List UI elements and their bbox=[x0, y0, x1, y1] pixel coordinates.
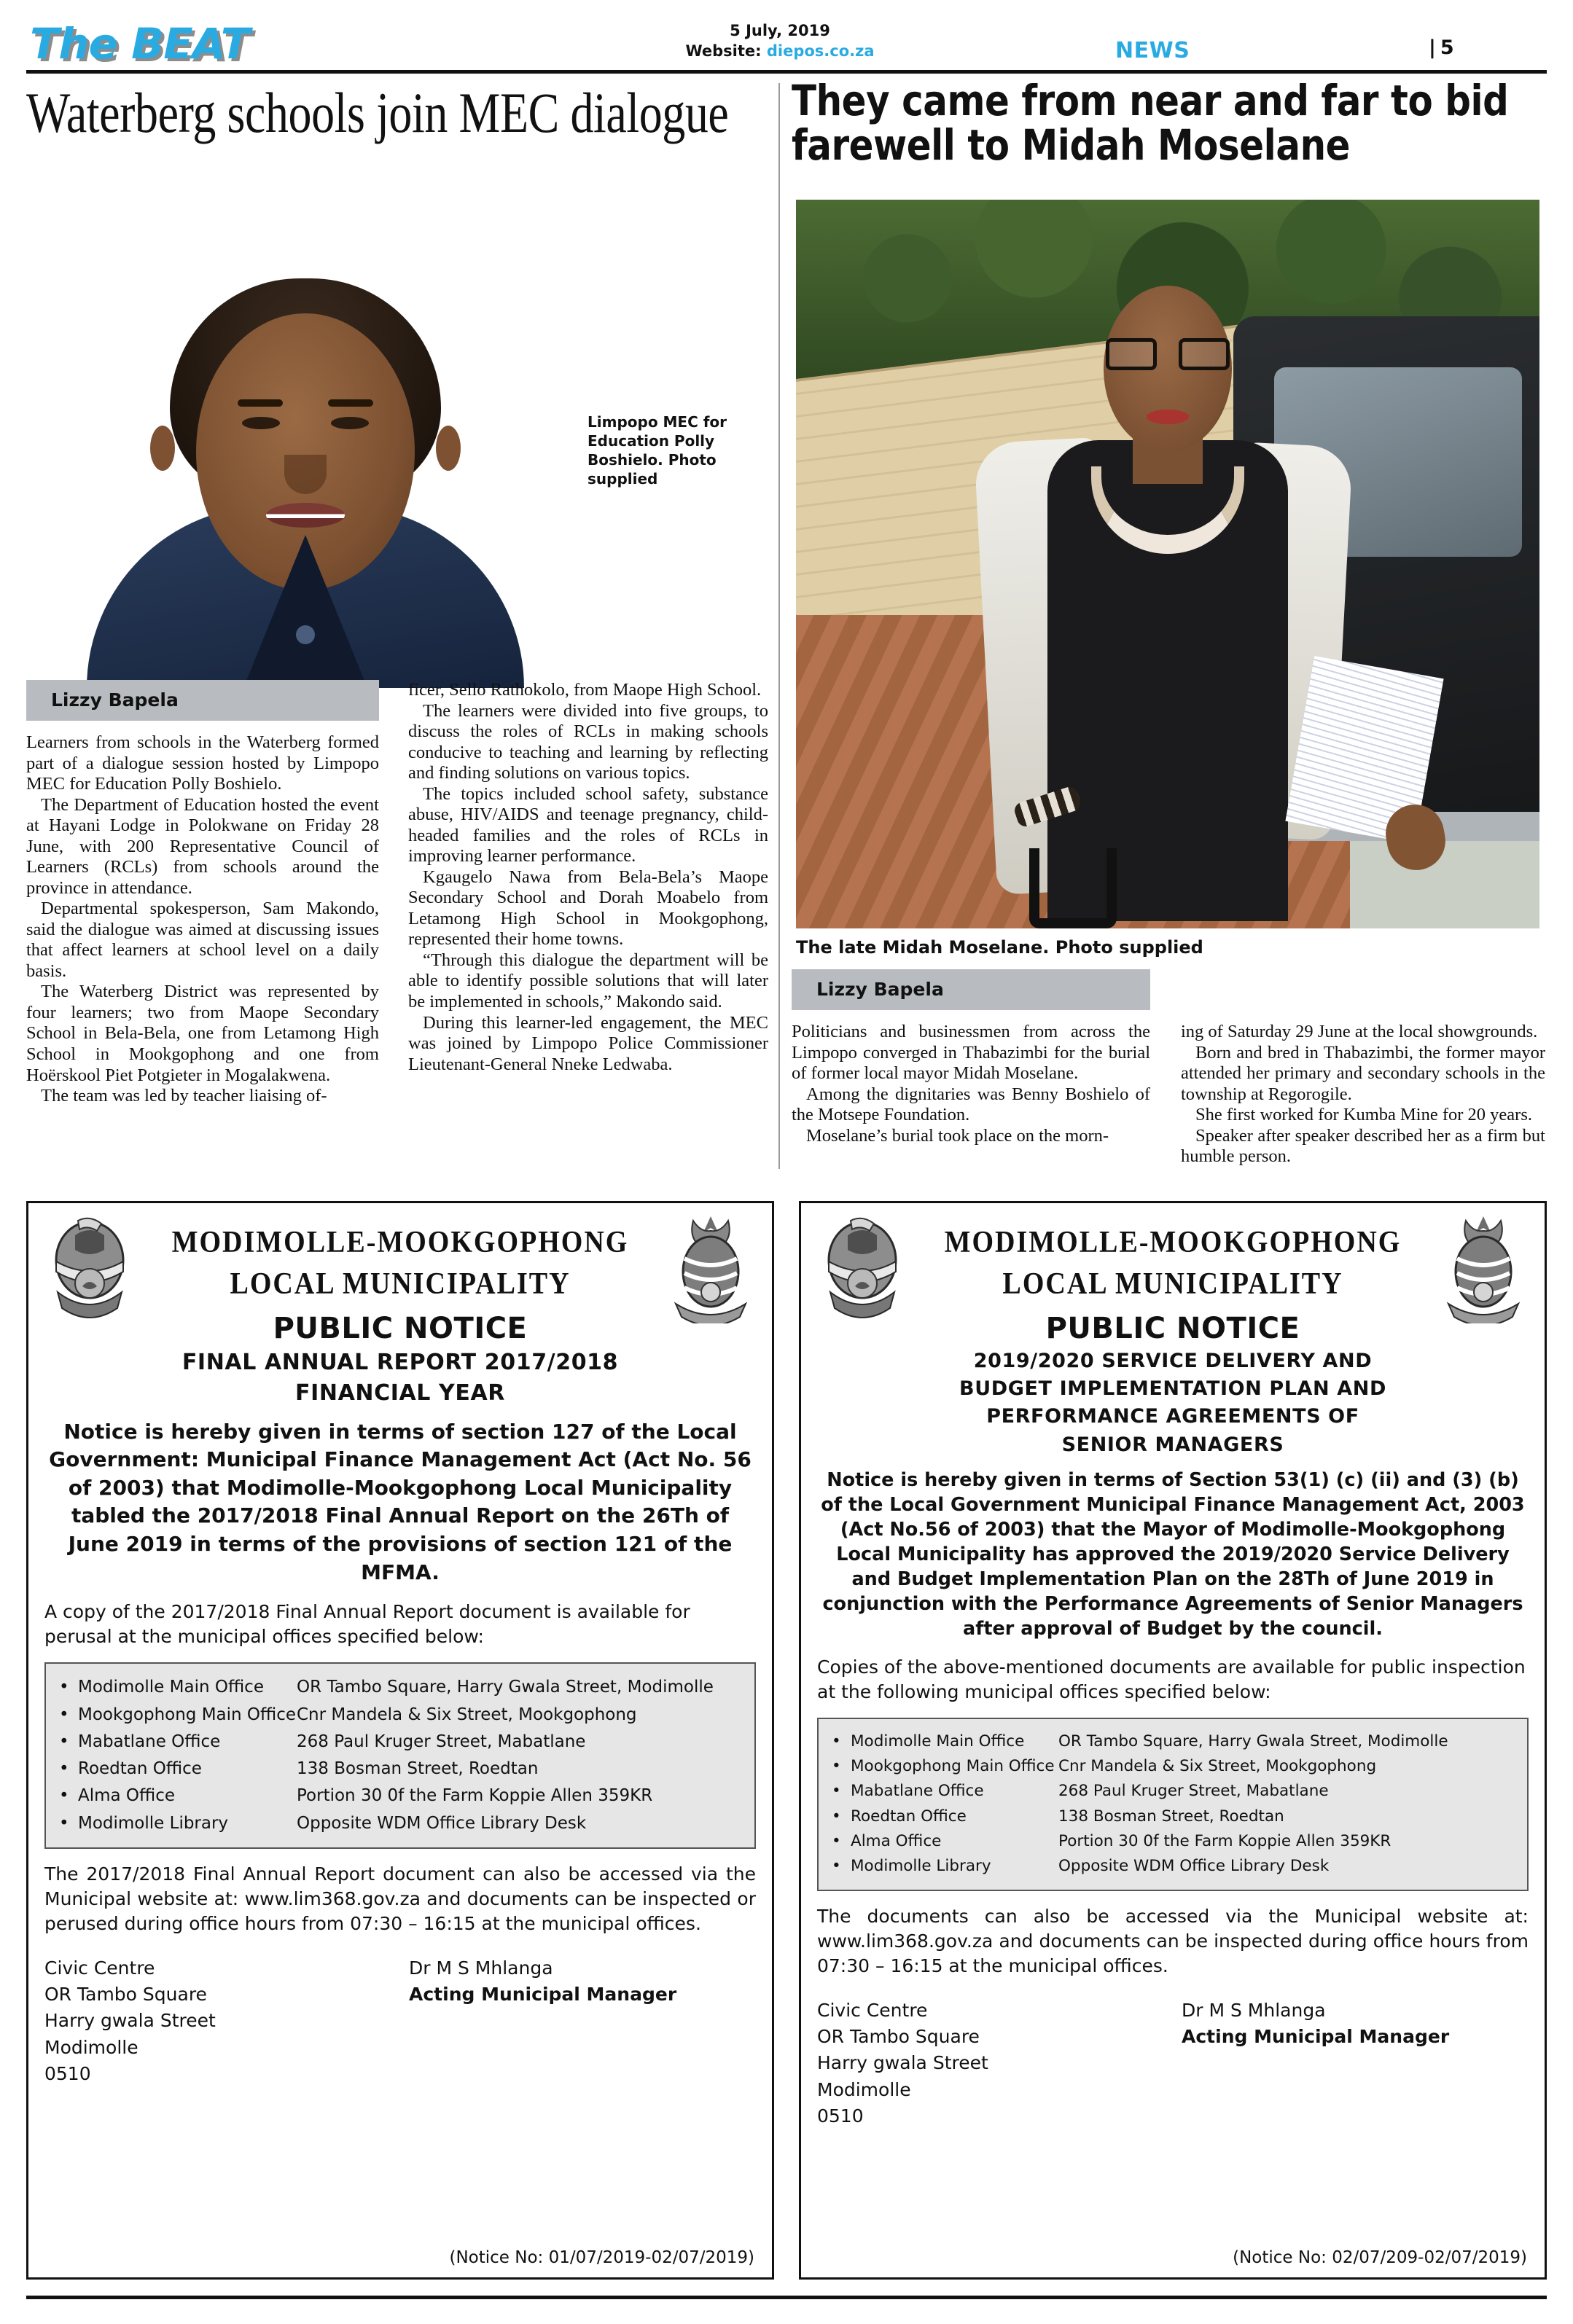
website-link[interactable]: diepos.co.za bbox=[766, 42, 875, 60]
address-line: 0510 bbox=[817, 2105, 864, 2127]
municipality-name bbox=[817, 1210, 1529, 1306]
municipality-line-2: LOCAL MUNICIPALITY bbox=[1002, 1267, 1343, 1302]
masthead-rule bbox=[26, 70, 1547, 74]
notice-signature-block bbox=[44, 1955, 756, 2087]
byline-box bbox=[792, 969, 1150, 1010]
notice-subtitle-3: PERFORMANCE AGREEMENTS OF bbox=[986, 1405, 1359, 1428]
office-address: Opposite WDM Office Library Desk bbox=[1058, 1857, 1330, 1876]
office-address: 268 Paul Kruger Street, Mabatlane bbox=[1058, 1782, 1329, 1801]
municipality-line-1: MODIMOLLE-MOOKGOPHONG bbox=[944, 1225, 1402, 1260]
office-row bbox=[832, 1854, 1520, 1879]
paragraph: She first worked for Kumba Mine for 20 years. bbox=[1195, 1105, 1532, 1125]
notice-availability-paragraph: A copy of the 2017/2018 Final Annual Report document is available for perusal at the municipal offices specified below: bbox=[44, 1601, 690, 1648]
notice-number: (Notice No: 01/07/2019-02/07/2019) bbox=[449, 2248, 754, 2267]
bullet-icon: • bbox=[59, 1732, 69, 1751]
signatory-title: Acting Municipal Manager bbox=[409, 1984, 677, 2006]
article-headline: Waterberg schools join MEC dialogue bbox=[26, 81, 729, 144]
bullet-icon: • bbox=[832, 1756, 841, 1775]
public-notice-title: PUBLIC NOTICE bbox=[1045, 1311, 1300, 1345]
office-row bbox=[832, 1729, 1520, 1754]
notice-website-paragraph: The documents can also be accessed via the Municipal website at: www.lim368.gov.za and documents can be inspected during office hours from 07:30 – 16:15 at the municipal offices. bbox=[817, 1905, 1529, 1976]
notice-signature-block bbox=[817, 1998, 1529, 2129]
page-bar: | bbox=[1429, 36, 1436, 59]
byline-author: Lizzy Bapela bbox=[51, 689, 179, 711]
office-address: 138 Bosman Street, Roedtan bbox=[1058, 1807, 1284, 1826]
page-number: 5 bbox=[1440, 36, 1454, 59]
municipal-address bbox=[817, 1998, 1123, 2129]
photo-polly-boshielo bbox=[47, 222, 564, 688]
bullet-icon: • bbox=[832, 1732, 841, 1750]
notice-subtitle-2: BUDGET IMPLEMENTATION PLAN AND bbox=[959, 1377, 1386, 1400]
news-section bbox=[26, 76, 1547, 1186]
photo-caption: Limpopo MEC for Education Polly Boshielo. Photo supplied bbox=[588, 413, 727, 488]
office-row bbox=[59, 1756, 747, 1783]
masthead bbox=[0, 0, 1573, 70]
photo-caption: The late Midah Moselane. Photo supplied bbox=[796, 937, 1203, 958]
office-list-box bbox=[817, 1718, 1529, 1891]
signatory-title: Acting Municipal Manager bbox=[1182, 2026, 1450, 2048]
issue-date: 5 July, 2019 bbox=[730, 22, 830, 39]
bullet-icon: • bbox=[59, 1786, 69, 1806]
bullet-icon: • bbox=[832, 1807, 841, 1826]
notice-subtitle-1: FINAL ANNUAL REPORT 2017/2018 bbox=[182, 1349, 619, 1375]
office-address: Opposite WDM Office Library Desk bbox=[297, 1813, 587, 1833]
paragraph: The Waterberg District was represented by four learners; two from Maope Secondary School in Bela-Bela, one from Letamong High School in Mookgophong and one from Hoërskool Piet Potgieter in Mogalakwena. bbox=[26, 982, 379, 1085]
office-address: 138 Bosman Street, Roedtan bbox=[297, 1759, 539, 1779]
municipality-line-2: LOCAL MUNICIPALITY bbox=[230, 1267, 571, 1302]
bullet-icon: • bbox=[832, 1782, 841, 1801]
office-row bbox=[59, 1674, 747, 1701]
bullet-icon: • bbox=[59, 1759, 69, 1779]
article-waterberg bbox=[26, 79, 768, 1186]
address-line: Harry gwala Street bbox=[817, 2052, 988, 2074]
office-row bbox=[59, 1729, 747, 1756]
municipal-address bbox=[44, 1955, 351, 2087]
office-address: 268 Paul Kruger Street, Mabatlane bbox=[297, 1732, 586, 1751]
article-column-2 bbox=[1181, 969, 1545, 1167]
paragraph: Born and bred in Thabazimbi, the former mayor attended her primary and secondary schools in the township at Regorogile. bbox=[1181, 1042, 1545, 1104]
column-divider bbox=[778, 83, 780, 1169]
signatory bbox=[1182, 1998, 1449, 2051]
notice-number: (Notice No: 02/07/209-02/07/2019) bbox=[1233, 2248, 1527, 2267]
paragraph: Kgaugelo Nawa from Bela-Bela’s Maope Secondary School and Dorah Moabelo from Letamong High School in Mookgophong, represented their home towns. bbox=[408, 866, 768, 950]
office-row bbox=[832, 1754, 1520, 1779]
office-name: Roedtan Office bbox=[78, 1759, 202, 1779]
article-column-1 bbox=[26, 680, 379, 1107]
bullet-icon: • bbox=[59, 1705, 69, 1724]
address-line: 0510 bbox=[44, 2062, 91, 2084]
notice-website-paragraph: The 2017/2018 Final Annual Report document can also be accessed via the Municipal website at: www.lim368.gov.za and documents can be inspected or perused during office hours from 07:30 – 16:15 at the municipal offices. bbox=[44, 1863, 756, 1934]
address-line: Civic Centre bbox=[817, 1999, 928, 2021]
public-notice-title: PUBLIC NOTICE bbox=[273, 1311, 528, 1345]
masthead-center bbox=[656, 20, 904, 62]
paragraph: Among the dignitaries was Benny Boshielo of the Motsepe Foundation. bbox=[792, 1084, 1150, 1125]
paragraph: The topics included school safety, substance abuse, HIV/AIDS and teenage pregnancy, child-headed families and the roles of RCLs in improving learner performance. bbox=[408, 783, 768, 866]
office-address: Portion 30 0f the Farm Koppie Allen 359KR bbox=[1058, 1832, 1392, 1851]
office-name: Modimolle Main Office bbox=[851, 1732, 1025, 1750]
office-name: Alma Office bbox=[851, 1832, 942, 1851]
bullet-icon: • bbox=[832, 1857, 841, 1876]
notice-lead-paragraph: Notice is hereby given in terms of Section 53(1) (c) (ii) and (3) (b) of the Local Government Municipal Finance Management Act, 2003 (Act No.56 of 2003) that the Mayor of Modimolle-Mookgophong Local Municipality has approved the 2019/2020 Service Delivery and Budget Implementation Plan on the 28Th of June 2019 in conjunction with the Performance Agreements of Senior Managers after approval of Budget by the council. bbox=[821, 1469, 1525, 1640]
office-row bbox=[59, 1702, 747, 1729]
section-title: NEWS bbox=[1115, 38, 1190, 63]
office-name: Alma Office bbox=[78, 1786, 176, 1806]
office-name: Mookgophong Main Office bbox=[851, 1756, 1055, 1775]
notice-lead-paragraph: Notice is hereby given in terms of section 127 of the Local Government: Municipal Finance Management Act (Act No. 56 of 2003) that Modimolle-Mookgophong Local Municipality tabled the 2017/2018 Final Annual Report on the 26Th of June 2019 in terms of the provisions of section 121 of the MFMA. bbox=[49, 1419, 752, 1584]
municipality-line-1: MODIMOLLE-MOOKGOPHONG bbox=[171, 1225, 629, 1260]
article-column-2 bbox=[408, 680, 768, 1075]
public-notice-sdbip bbox=[799, 1201, 1547, 2280]
office-row bbox=[832, 1829, 1520, 1854]
office-address: OR Tambo Square, Harry Gwala Street, Modimolle bbox=[1058, 1732, 1448, 1750]
website-line bbox=[656, 41, 904, 61]
office-row bbox=[59, 1783, 747, 1809]
paragraph: The team was led by teacher liaising of- bbox=[41, 1086, 327, 1106]
article-moselane bbox=[792, 76, 1547, 1186]
article-column-1 bbox=[792, 969, 1150, 1146]
page-bottom-rule bbox=[26, 2296, 1547, 2299]
bullet-icon: • bbox=[832, 1832, 841, 1851]
office-row bbox=[832, 1779, 1520, 1804]
notice-subtitle-2: FINANCIAL YEAR bbox=[295, 1380, 505, 1406]
signatory bbox=[409, 1955, 676, 2008]
office-address: Cnr Mandela & Six Street, Mookgophong bbox=[297, 1705, 637, 1724]
notice-subtitle-1: 2019/2020 SERVICE DELIVERY AND bbox=[973, 1349, 1373, 1372]
office-name: Modimolle Main Office bbox=[78, 1678, 264, 1697]
municipality-name bbox=[44, 1210, 756, 1306]
office-name: Mabatlane Office bbox=[78, 1732, 221, 1751]
office-row bbox=[59, 1810, 747, 1837]
address-line: Harry gwala Street bbox=[44, 2010, 216, 2032]
address-line: Civic Centre bbox=[44, 1957, 155, 1979]
notice-subtitle-4: SENIOR MANAGERS bbox=[1061, 1433, 1284, 1456]
public-notice-annual-report bbox=[26, 1201, 774, 2280]
address-line: OR Tambo Square bbox=[817, 2026, 980, 2048]
paragraph: The Department of Education hosted the event at Hayani Lodge in Polokwane on Friday 28 June, with 200 Representative Council of Learners (RCLs) from schools around the province in attendance. bbox=[26, 794, 379, 898]
address-line: OR Tambo Square bbox=[44, 1984, 207, 2006]
notice-availability-paragraph: Copies of the above-mentioned documents are available for public inspection at the following municipal offices specified below: bbox=[817, 1656, 1526, 1702]
office-name: Modimolle Library bbox=[851, 1857, 991, 1876]
bullet-icon: • bbox=[59, 1813, 69, 1833]
paragraph: The learners were divided into five groups, to discuss the roles of RCLs in making schools conducive to teaching and learning by reflecting and finding solutions on various topics. bbox=[408, 700, 768, 783]
office-address: Portion 30 0f the Farm Koppie Allen 359KR bbox=[297, 1786, 653, 1806]
office-list-box bbox=[44, 1662, 756, 1849]
office-name: Mabatlane Office bbox=[851, 1782, 984, 1801]
paragraph: Speaker after speaker described her as a firm but humble person. bbox=[1181, 1125, 1545, 1167]
paragraph: Departmental spokesperson, Sam Makondo, said the dialogue was aimed at discussing issues that affect learners at school level on a daily basis. bbox=[26, 899, 379, 981]
bullet-icon: • bbox=[59, 1678, 69, 1697]
office-address: Cnr Mandela & Six Street, Mookgophong bbox=[1058, 1756, 1377, 1775]
website-label: Website: bbox=[685, 42, 762, 60]
paragraph: Learners from schools in the Waterberg formed part of a dialogue session hosted by Limpopo MEC for Education Polly Boshielo. bbox=[26, 732, 379, 794]
paragraph: Politicians and businessmen from across the Limpopo converged in Thabazimbi for the burial of former local mayor Midah Moselane. bbox=[792, 1022, 1150, 1084]
office-name: Roedtan Office bbox=[851, 1807, 967, 1826]
byline-box bbox=[26, 680, 379, 721]
signatory-name: Dr M S Mhlanga bbox=[409, 1957, 553, 1979]
office-address: OR Tambo Square, Harry Gwala Street, Modimolle bbox=[297, 1678, 714, 1697]
article-headline: They came from near and far to bid farewell to Midah Moselane bbox=[792, 76, 1509, 171]
address-line: Modimolle bbox=[817, 2078, 911, 2100]
office-name: Modimolle Library bbox=[78, 1813, 229, 1833]
public-notices-section bbox=[26, 1201, 1547, 2294]
address-line: Modimolle bbox=[44, 2036, 138, 2058]
paragraph: “Through this dialogue the department will be able to identify possible solutions that will later be implemented in schools,” Makondo said. bbox=[408, 950, 768, 1012]
paragraph: ficer, Sello Rathokolo, from Maope High School. bbox=[408, 680, 762, 700]
byline-author: Lizzy Bapela bbox=[816, 979, 944, 1000]
paragraph: ing of Saturday 29 June at the local showgrounds. bbox=[1181, 1022, 1538, 1041]
paragraph: During this learner-led engagement, the MEC was joined by Limpopo Police Commissioner Lieutenant-General Nneke Ledwaba. bbox=[408, 1012, 768, 1074]
paragraph: Moselane’s burial took place on the morn- bbox=[806, 1125, 1109, 1146]
signatory-name: Dr M S Mhlanga bbox=[1182, 1999, 1326, 2021]
office-name: Mookgophong Main Office bbox=[78, 1705, 297, 1724]
photo-midah-moselane bbox=[796, 200, 1539, 928]
newspaper-logo: The BEAT bbox=[30, 19, 250, 69]
office-row bbox=[832, 1804, 1520, 1829]
page-indicator bbox=[1429, 36, 1454, 59]
